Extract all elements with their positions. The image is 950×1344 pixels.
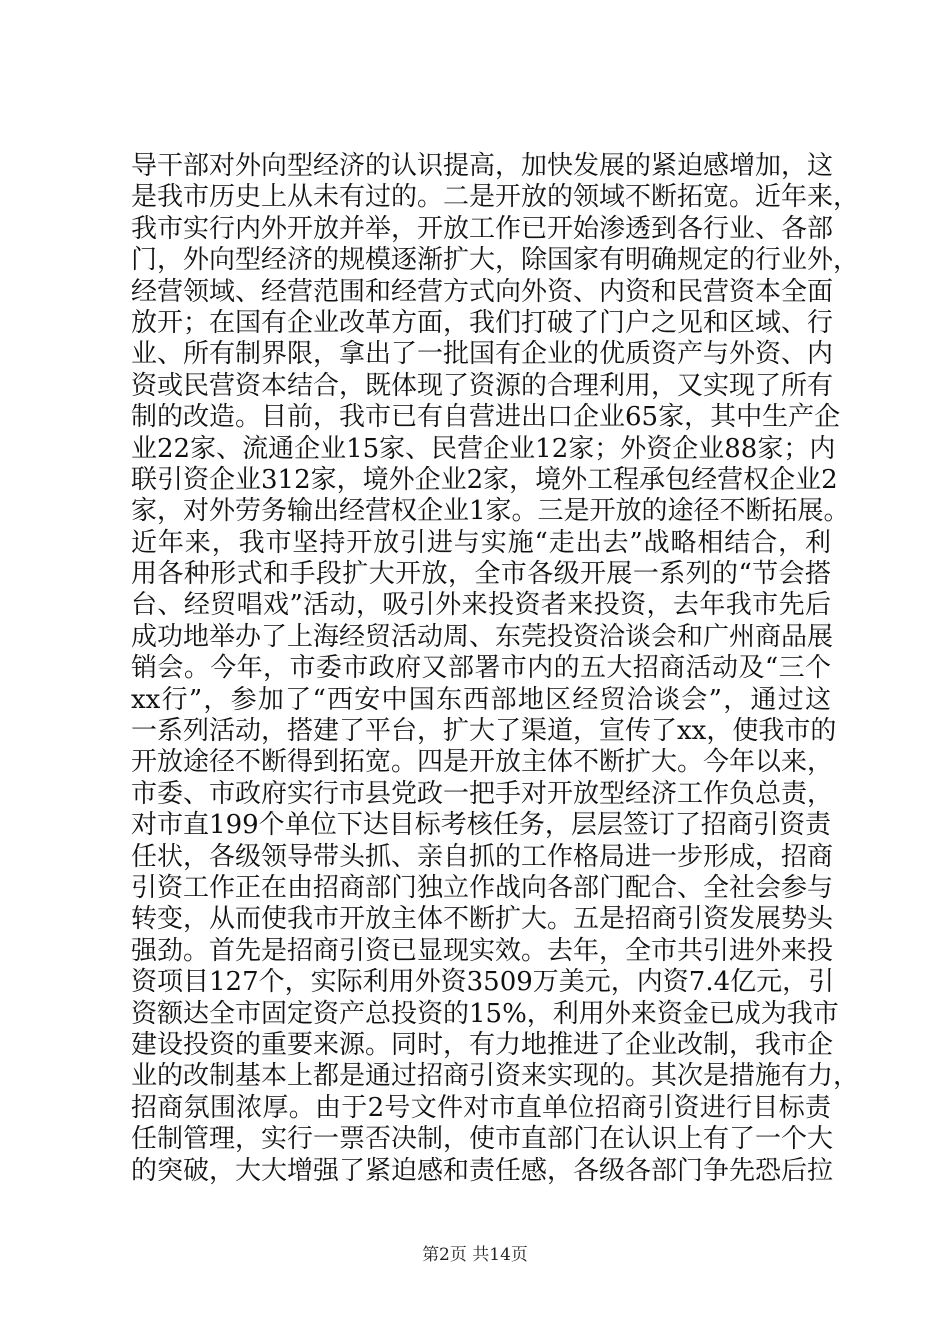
text-line: 开放途径不断得到拓宽。四是开放主体不断扩大。今年以来， bbox=[131, 747, 834, 778]
text-line: 的突破，大大增强了紧迫感和责任感，各级各部门争先恐后拉 bbox=[131, 1155, 834, 1186]
text-line: 家，对外劳务输出经营权企业1家。三是开放的途径不断拓展。 bbox=[131, 496, 850, 527]
text-line: 转变，从而使我市开放主体不断扩大。五是招商引资发展势头 bbox=[131, 904, 834, 935]
text-line: 引资工作正在由招商部门独立作战向各部门配合、全社会参与 bbox=[131, 872, 834, 903]
text-line: 业、所有制界限，拿出了一批国有企业的优质资产与外资、内 bbox=[131, 339, 834, 370]
page-number-footer: 第2页 共14页 bbox=[422, 1245, 528, 1265]
text-line: 一系列活动，搭建了平台，扩大了渠道，宣传了xx，使我市的 bbox=[131, 716, 837, 747]
text-line: 任制管理，实行一票否决制，使市直部门在认识上有了一个大 bbox=[131, 1124, 834, 1155]
text-line: 强劲。首先是招商引资已显现实效。去年，全市共引进外来投 bbox=[131, 935, 834, 966]
text-line: 导干部对外向型经济的认识提高，加快发展的紧迫感增加，这 bbox=[131, 151, 834, 181]
text-line: 对市直199个单位下达目标考核任务，层层签订了招商引资责 bbox=[131, 810, 831, 841]
text-line: 是我市历史上从未有过的。二是开放的领域不断拓宽。近年来， bbox=[131, 182, 860, 213]
text-line: 联引资企业312家，境外企业2家，境外工程承包经营权企业2 bbox=[131, 464, 838, 495]
text-line: 业的改制基本上都是通过招商引资来实现的。其次是措施有力， bbox=[131, 1061, 860, 1092]
text-line: xx行”，参加了“西安中国东西部地区经贸洽谈会”，通过这 bbox=[131, 684, 831, 715]
text-line: 成功地举办了上海经贸活动周、东莞投资洽谈会和广州商品展 bbox=[131, 621, 834, 652]
text-line: 台、经贸唱戏”活动，吸引外来投资者来投资，去年我市先后 bbox=[131, 590, 831, 621]
text-line: 销会。今年，市委市政府又部署市内的五大招商活动及“三个 bbox=[131, 653, 831, 684]
text-line: 市委、市政府实行市县党政一把手对开放型经济工作负总责， bbox=[131, 778, 834, 809]
text-line: 放开；在国有企业改革方面，我们打破了门户之见和区域、行 bbox=[131, 307, 834, 338]
text-line: 我市实行内外开放并举，开放工作已开始渗透到各行业、各部 bbox=[131, 213, 834, 244]
text-line: 资项目127个，实际利用外资3509万美元，内资7.4亿元，引 bbox=[131, 967, 835, 998]
text-line: 近年来，我市坚持开放引进与实施“走出去”战略相结合，利 bbox=[131, 527, 831, 558]
text-line: 制的改造。目前，我市已有自营进出口企业65家，其中生产企 bbox=[131, 402, 841, 433]
text-line: 任状，各级领导带头抓、亲自抓的工作格局进一步形成，招商 bbox=[131, 841, 834, 872]
text-line: 资额达全市固定资产总投资的15%，利用外来资金已成为我市 bbox=[131, 998, 839, 1029]
text-line: 经营领域、经营范围和经营方式向外资、内资和民营资本全面 bbox=[131, 276, 834, 307]
text-line: 业22家、流通企业15家、民营企业12家；外资企业88家；内 bbox=[131, 433, 836, 464]
text-line: 用各种形式和手段扩大开放，全市各级开展一系列的“节会搭 bbox=[131, 559, 831, 590]
text-line: 招商氛围浓厚。由于2号文件对市直单位招商引资进行目标责 bbox=[131, 1092, 831, 1123]
body-text bbox=[131, 151, 860, 1187]
text-line: 资或民营资本结合，既体现了资源的合理利用，又实现了所有 bbox=[131, 370, 834, 401]
text-line: 门，外向型经济的规模逐渐扩大，除国家有明确规定的行业外， bbox=[131, 245, 860, 276]
text-line: 建设投资的重要来源。同时，有力地推进了企业改制，我市企 bbox=[131, 1029, 834, 1060]
